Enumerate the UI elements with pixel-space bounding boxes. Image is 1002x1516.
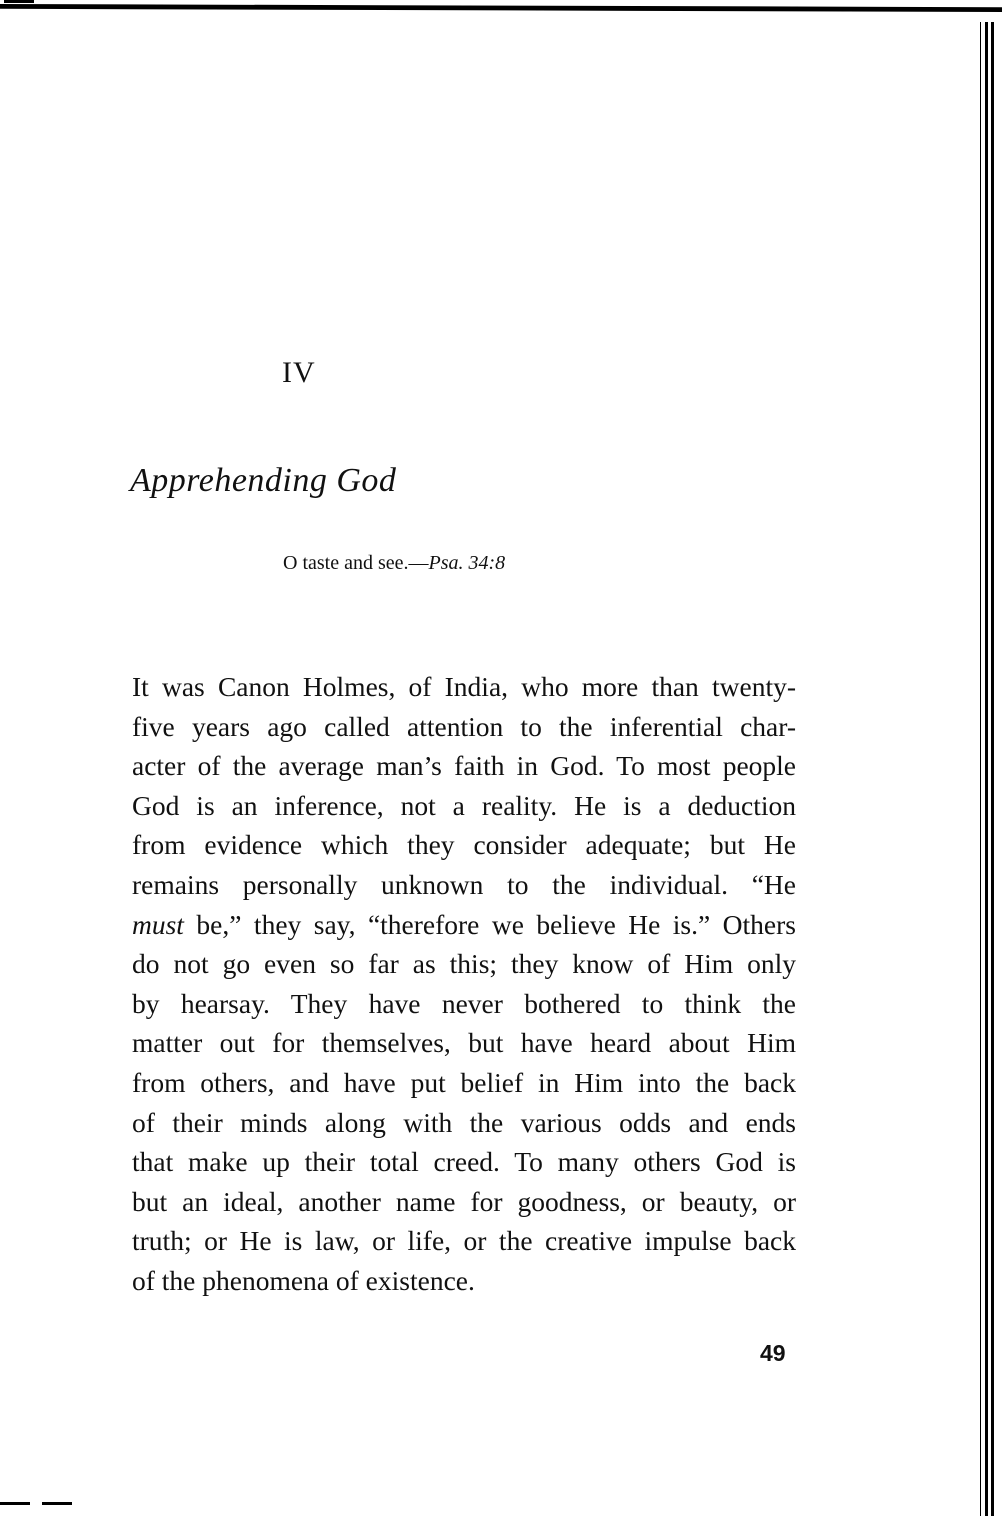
epigraph (283, 552, 505, 575)
emphasis-must: must (132, 908, 184, 940)
body-line: from others, and have put belief in Him into the back (132, 1066, 796, 1098)
epigraph-dash: — (408, 552, 429, 574)
body-line-rest: be,” they say, “therefore we believe He is.” Others (183, 908, 796, 940)
body-line: God is an inference, not a reality. He is a deduction (132, 789, 796, 821)
body-line: It was Canon Holmes, of India, who more than twenty- (132, 671, 796, 702)
scan-artifact-top-left (4, 0, 34, 3)
page-number: 49 (760, 1340, 786, 1366)
body-line: from evidence which they consider adequate; but He (132, 829, 796, 861)
body-line: acter of the average man’s faith in God. To most people (132, 750, 796, 782)
body-line: but an ideal, another name for goodness, or beauty, or (132, 1185, 796, 1217)
body-line (132, 905, 796, 945)
body-line: remains personally unknown to the individual. “He (132, 868, 796, 900)
body-line: do not go even so far as this; they know of Him only (132, 948, 796, 980)
scan-artifact-bottom-left (0, 1502, 72, 1505)
scan-artifact-book-spine (976, 22, 998, 1516)
body-line: of their minds along with the various odds and ends (132, 1106, 796, 1138)
epigraph-quote: O taste and see. (283, 552, 409, 574)
scan-artifact-top-edge (0, 4, 1002, 12)
body-paragraph (132, 667, 796, 1301)
chapter-number: IV (282, 356, 316, 389)
epigraph-reference: Psa. 34:8 (428, 552, 506, 574)
body-line: truth; or He is law, or life, or the creative impulse back (132, 1225, 796, 1257)
body-line: of the phenomena of existence. (132, 1264, 475, 1296)
body-line: by hearsay. They have never bothered to think the (132, 987, 796, 1019)
chapter-title: Apprehending God (130, 462, 397, 499)
body-line: that make up their total creed. To many others God is (132, 1146, 796, 1178)
body-line: five years ago called attention to the inferential char- (132, 710, 796, 742)
body-line: matter out for themselves, but have heard about Him (132, 1027, 796, 1059)
